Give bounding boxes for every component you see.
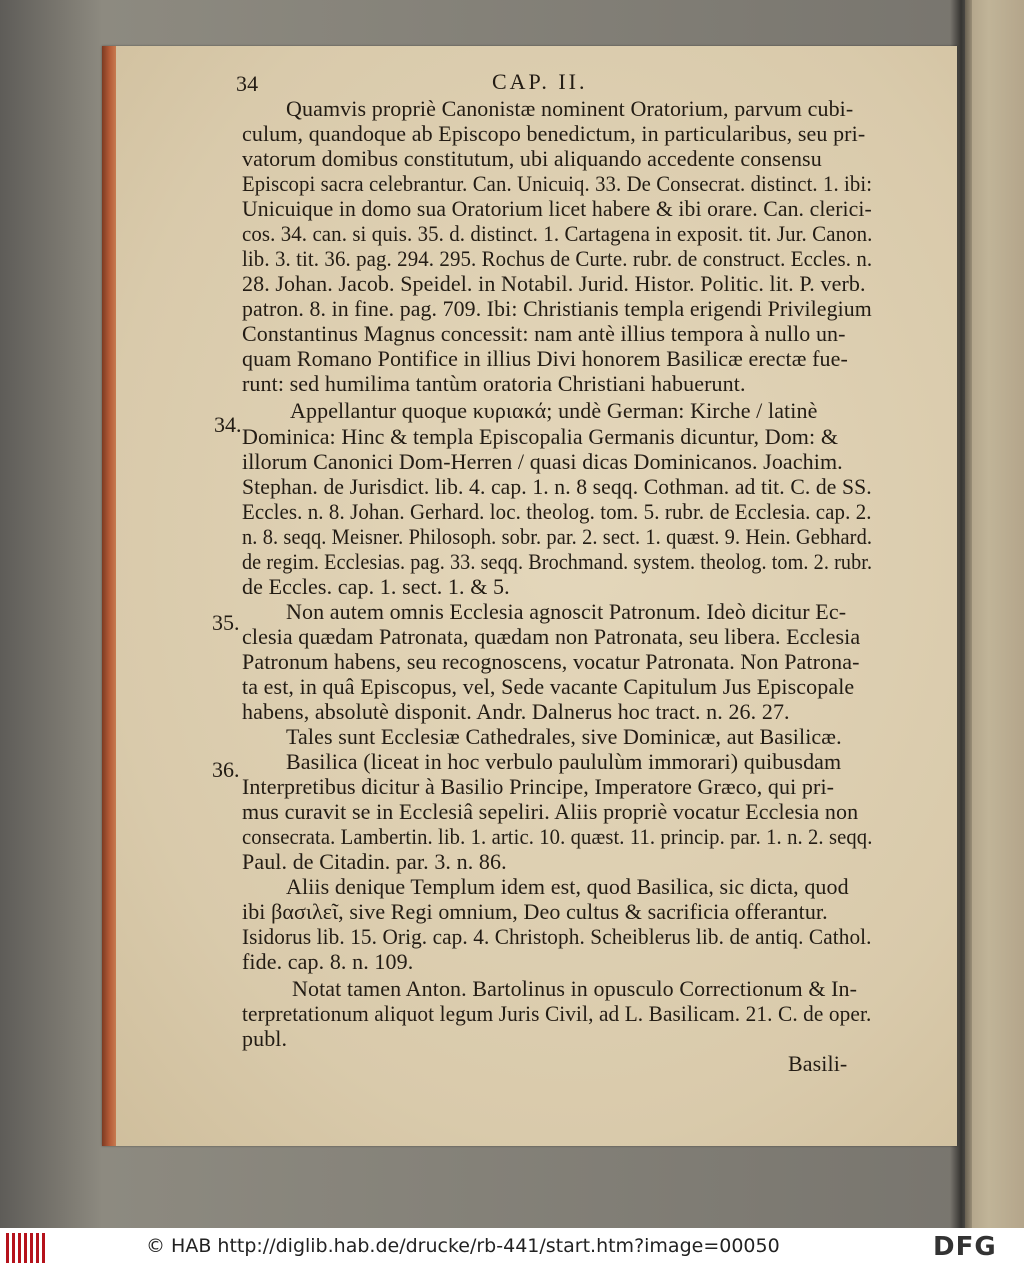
margin-number-35: 35. xyxy=(212,610,240,635)
text-line: runt: sed humilima tantùm oratoria Christiani habuerunt. xyxy=(242,371,746,396)
text-line: Quamvis propriè Canonistæ nominent Oratorium, parvum cubi- xyxy=(286,96,854,121)
text-line: clesia quædam Patronata, quædam non Patronata, seu libera. Ecclesia xyxy=(242,624,861,649)
text-line: Interpretibus dicitur à Basilio Principe, Imperatore Græco, qui pri- xyxy=(242,774,835,799)
text-line: illorum Canonici Dom-Herren / quasi dicas Dominicanos. Joachim. xyxy=(242,449,843,474)
margin-number-36: 36. xyxy=(212,757,240,782)
dfg-logo[interactable]: DFG xyxy=(933,1232,997,1262)
text-line: quam Romano Pontifice in illius Divi honorem Basilicæ erectæ fue- xyxy=(242,346,848,371)
text-line: Episcopi sacra celebrantur. Can. Unicuiq. 33. De Consecrat. distinct. 1. ibi: xyxy=(242,171,873,196)
text-line: Isidorus lib. 15. Orig. cap. 4. Christoph. Scheiblerus lib. de antiq. Cathol. xyxy=(242,924,872,949)
text-line: Aliis denique Templum idem est, quod Basilica, sic dicta, quod xyxy=(286,874,849,899)
footer-bar xyxy=(0,1228,1024,1268)
text-line: Tales sunt Ecclesiæ Cathedrales, sive Dominicæ, aut Basilicæ. xyxy=(286,724,842,749)
text-line: cos. 34. can. si quis. 35. d. distinct. 1. Cartagena in exposit. tit. Jur. Canon. xyxy=(242,221,873,246)
page-number: 34 xyxy=(236,71,259,96)
text-line: de Eccles. cap. 1. sect. 1. & 5. xyxy=(242,574,510,599)
text-line: Non autem omnis Ecclesia agnoscit Patronum. Ideò dicitur Ec- xyxy=(286,599,847,624)
chapter-heading: CAP. II. xyxy=(492,69,588,94)
text-line: ta est, in quâ Episcopus, vel, Sede vacante Capitulum Jus Episcopale xyxy=(242,674,855,699)
text-line: Appellantur quoque κυριακά; undè German: Kirche / latinè xyxy=(290,398,818,423)
text-line: Paul. de Citadin. par. 3. n. 86. xyxy=(242,849,507,874)
text-line: Unicuique in domo sua Oratorium licet habere & ibi orare. Can. clerici- xyxy=(242,196,872,221)
text-line: Constantinus Magnus concessit: nam antè illius tempora à nullo un- xyxy=(242,321,846,346)
margin-number-34: 34. xyxy=(214,412,242,437)
text-line: lib. 3. tit. 36. pag. 294. 295. Rochus de Curte. rubr. de construct. Eccles. n. xyxy=(242,246,873,271)
text-line: publ. xyxy=(242,1026,288,1051)
text-line: culum, quandoque ab Episcopo benedictum, in particularibus, seu pri- xyxy=(242,121,866,146)
text-line: de regim. Ecclesias. pag. 33. seqq. Brochmand. system. theolog. tom. 2. rubr. xyxy=(242,549,873,574)
text-line: patron. 8. in fine. pag. 709. Ibi: Christianis templa erigendi Privilegium xyxy=(242,296,872,321)
catchword: Basili- xyxy=(788,1051,848,1076)
text-line: 28. Johan. Jacob. Speidel. in Notabil. Jurid. Histor. Politic. lit. P. verb. xyxy=(242,271,866,296)
text-line: n. 8. seqq. Meisner. Philosoph. sobr. par. 2. sect. 1. quæst. 9. Hein. Gebhard. xyxy=(242,524,873,549)
text-line: Patronum habens, seu recognoscens, vocatur Patronata. Non Patrona- xyxy=(242,649,860,674)
text-line: Notat tamen Anton. Bartolinus in opusculo Correctionum & In- xyxy=(292,976,858,1001)
text-line: ibi βασιλεῖ, sive Regi omnium, Deo cultus & sacrificia offerantur. xyxy=(242,899,828,924)
text-line: fide. cap. 8. n. 109. xyxy=(242,949,414,974)
text-line: Dominica: Hinc & templa Episcopalia Germanis dicuntur, Dom: & xyxy=(242,424,839,449)
text-line: habens, absolutè disponit. Andr. Dalnerus hoc tract. n. 26. 27. xyxy=(242,699,790,724)
text-line: Stephan. de Jurisdict. lib. 4. cap. 1. n. 8 seqq. Cothman. ad tit. C. de SS. xyxy=(242,474,872,499)
adjacent-page-edge xyxy=(965,0,1024,1228)
footer-credit-link[interactable]: © HAB http://diglib.hab.de/drucke/rb-441/start.htm?image=00050 xyxy=(146,1235,780,1257)
page-red-edge xyxy=(102,46,116,1146)
text-line: vatorum domibus constitutum, ubi aliquando accedente consensu xyxy=(242,146,822,171)
library-logo-icon[interactable] xyxy=(6,1233,46,1263)
text-line: terpretationum aliquot legum Juris Civil, ad L. Basilicam. 21. C. de oper. xyxy=(242,1001,872,1026)
text-line: consecrata. Lambertin. lib. 1. artic. 10. quæst. 11. princip. par. 1. n. 2. seqq. xyxy=(242,824,873,849)
text-line: Eccles. n. 8. Johan. Gerhard. loc. theolog. tom. 5. rubr. de Ecclesia. cap. 2. xyxy=(242,499,872,524)
text-line: mus curavit se in Ecclesiâ sepeliri. Aliis propriè vocatur Ecclesia non xyxy=(242,799,859,824)
text-line: Basilica (liceat in hoc verbulo paululùm immorari) quibusdam xyxy=(286,749,842,774)
